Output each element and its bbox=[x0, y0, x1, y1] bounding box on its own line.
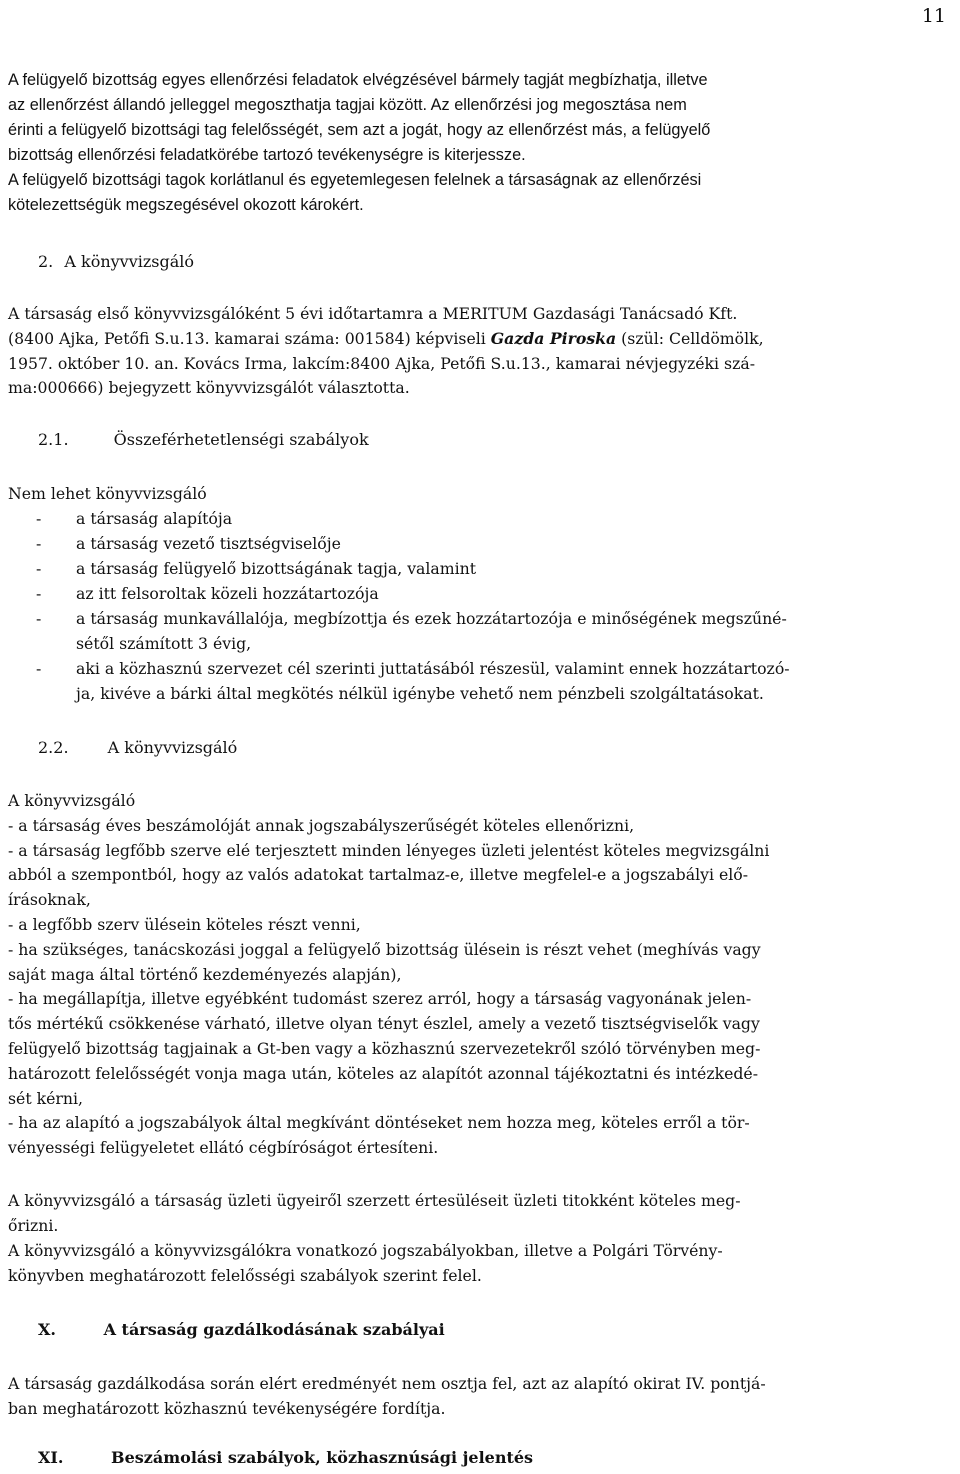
section-heading bbox=[38, 250, 194, 274]
paragraph-line: ban meghatározott közhasznú tevékenységére fordítja. bbox=[8, 1399, 446, 1418]
section-heading bbox=[38, 736, 237, 760]
paragraph-line: felügyelő bizottság tagjainak a Gt-ben vagy a közhasznú szervezetekről szóló törvényben meg- bbox=[8, 1039, 761, 1058]
paragraph-text: (szül: Celldömölk, bbox=[616, 329, 764, 348]
section-title: A könyvvizsgáló bbox=[64, 252, 195, 271]
chapter-number: XI. bbox=[38, 1448, 64, 1467]
paragraph-line: írásoknak, bbox=[8, 890, 91, 909]
section-heading bbox=[38, 428, 369, 452]
chapter-title: Beszámolási szabályok, közhasznúsági jelentés bbox=[111, 1448, 534, 1467]
paragraph-line: - a társaság legfőbb szerve elé terjesztett minden lényeges üzleti jelentést köteles megvizsgálni bbox=[8, 841, 770, 860]
paragraph-line: A könyvvizsgáló bbox=[8, 791, 136, 810]
paragraph-line: határozott felelősségét vonja maga után, köteles az alapítót azonnal tájékoztatni és intézkedé- bbox=[8, 1064, 759, 1083]
page-number: 11 bbox=[921, 5, 946, 27]
section-number: 2. bbox=[38, 252, 54, 271]
paragraph-line: - ha szükséges, tanácskozási joggal a felügyelő bizottság ülésein is részt vehet (meghívás vagy bbox=[8, 940, 761, 959]
section-title: A könyvvizsgáló bbox=[107, 738, 238, 757]
paragraph-text: (8400 Ajka, Petőfi S.u.13. kamarai száma: 001584) képviseli bbox=[8, 329, 491, 348]
paragraph-line: A felügyelő bizottsági tagok korlátlanul és egyetemlegesen felelnek a társaságnak az ellenőrzési bbox=[8, 171, 702, 189]
paragraph-line: tős mértékű csökkenése várható, illetve olyan tényt észlel, amely a vezető tisztségviselők vagy bbox=[8, 1014, 760, 1033]
paragraph-line: A társaság első könyvvizsgálóként 5 évi időtartamra a MERITUM Gazdasági Tanácsadó Kft. bbox=[8, 304, 738, 323]
paragraph-line bbox=[8, 327, 764, 351]
chapter-number: X. bbox=[38, 1320, 56, 1339]
paragraph-line: őrizni. bbox=[8, 1216, 59, 1235]
chapter-heading bbox=[38, 1318, 445, 1342]
paragraph-line: kötelezettségük megszegésével okozott károkért. bbox=[8, 196, 364, 214]
paragraph-line: érinti a felügyelő bizottsági tag felelősségét, sem azt a jogát, hogy az ellenőrzést más, a felügyelő bbox=[8, 121, 711, 139]
paragraph-line: - a társaság éves beszámolóját annak jogszabályszerűségét köteles ellenőrizni, bbox=[8, 816, 635, 835]
auditor-name: Gazda Piroska bbox=[490, 329, 617, 348]
paragraph-line: A felügyelő bizottság egyes ellenőrzési feladatok elvégzésével bármely tagját megbízhatja, illetve bbox=[8, 71, 708, 89]
section-number: 2.2. bbox=[38, 738, 69, 757]
paragraph-line: könyvben meghatározott felelősségi szabályok szerint felel. bbox=[8, 1266, 482, 1285]
paragraph-line: az ellenőrzést állandó jelleggel megoszthatja tagjai között. Az ellenőrzési jog megosztása nem bbox=[8, 96, 687, 114]
paragraph-line: A társaság gazdálkodása során elért eredményét nem osztja fel, azt az alapító okirat IV. pontjá- bbox=[8, 1374, 766, 1393]
paragraph-line: abból a szempontból, hogy az valós adatokat tartalmaz-e, illetve megfelel-e a jogszabályi elő- bbox=[8, 865, 748, 884]
paragraph-line: vényességi felügyeletet ellátó cégbíróságot értesíteni. bbox=[8, 1138, 439, 1157]
paragraph-line: 1957. október 10. an. Kovács Irma, lakcím:8400 Ajka, Petőfi S.u.13., kamarai névjegyzéki szá- bbox=[8, 354, 756, 373]
paragraph-line: A könyvvizsgáló a társaság üzleti ügyeiről szerzett értesüléseit üzleti titokként köteles meg- bbox=[8, 1191, 741, 1210]
paragraph-line: - ha az alapító a jogszabályok által megkívánt döntéseket nem hozza meg, köteles erről a tör- bbox=[8, 1113, 750, 1132]
paragraph-line: - a legfőbb szerv ülésein köteles részt venni, bbox=[8, 915, 361, 934]
paragraph-line: A könyvvizsgáló a könyvvizsgálókra vonatkozó jogszabályokban, illetve a Polgári Törvény- bbox=[8, 1241, 723, 1260]
section-title: Összeférhetetlenségi szabályok bbox=[113, 430, 369, 449]
chapter-heading bbox=[38, 1446, 533, 1470]
document-page: 11 A felügyelő bizottság egyes ellenőrzési feladatok elvégzésével bármely tagját megbízhatja, illetve az ellenőrzést állandó jelleggel megoszthatja tagjai között. Az ellenőrzési jog megosztása nem érinti a felügyelő bizottsági tag felelősségét, sem azt a jogát, hogy az ellenőrzést más, a felügyelő bizottság ellenőrzési feladatkörébe tartozó tevékenységre is kiterjessze. A felügyelő bizottsági tagok korlátlanul és egyetemlegesen felelnek a társaságnak az ellenőrzési kötelezettségük megszegésével okozott károkért. 2. A könyvvizsgáló A társaság első könyvvizsgálóként 5 évi időtartamra a MERITUM Gazdasági Tanácsadó Kft. (8400 Ajka, Petőfi S.u.13. kamarai száma: 001584) képviseli Gazda Piroska (szül: Celldömölk, 1957. október 10. an. Kovács Irma, lakcím:8400 Ajka, Petőfi S.u.13., kamarai névjegyzéki szá- ma:000666) bejegyzett könyvvizsgálót választotta. 2.1. Összeférhetetlenségi szabályok Nem lehet könyvvizsgáló - a társaság alapítója - a társaság vezető tisztségviselője - a társaság felügyelő bizottságának tagja, valamint - az itt felsoroltak közeli hozzátartozója - a társaság munkavállalója, megbízottja és ezek hozzátartozója e minőségének megszűné- sétől számított 3 évig, - aki a közhasznú szervezet cél szerinti juttatásából részesül, valamint ennek hozzátartozó- ja, kivéve a bárki által megkötés nélkül igénybe vehető nem pénzbeli szolgáltatásokat. 2.2. A könyvvizsgáló A könyvvizsgáló - a társaság éves beszámolóját annak jogszabályszerűségét köteles ellenőrizni, - a társaság legfőbb szerve elé terjesztett minden lényeges üzleti jelentést köteles megvizsgálni abból a szempontból, hogy az valós adatokat tartalmaz-e, illetve megfelel-e a jogszabályi elő- írásoknak, - a legfőbb szerv ülésein köteles részt venni, - ha szükséges, tanácskozási joggal a felügyelő bizottság ülésein is részt vehet (meghívás vagy saját maga által történő kezdeményezés alapján), - ha megállapítja, illetve egyébként tudomást szerez arról, hogy a társaság vagyonának jelen- tős mértékű csökkenése várható, illetve olyan tényt észlel, amely a vezető tisztségviselők vagy felügyelő bizottság tagjainak a Gt-ben vagy a közhasznú szervezetekről szóló törvényben meg- határozott felelősségét vonja maga után, köteles az alapítót azonnal tájékoztatni és intézkedé- sét kérni, - ha az alapító a jogszabályok által megkívánt döntéseket nem hozza meg, köteles erről a tör- vényességi felügyeletet ellátó cégbíróságot értesíteni. A könyvvizsgáló a társaság üzleti ügyeiről szerzett értesüléseit üzleti titokként köteles meg- őrizni. A könyvvizsgáló a könyvvizsgálókra vonatkozó jogszabályokban, illetve a Polgári Törvény- könyvben meghatározott felelősségi szabályok szerint felel. X. A társaság gazdálkodásának szabályai A társaság gazdálkodása során elért eredményét nem osztja fel, azt az alapító okirat IV. pontjá- ban meghatározott közhasznú tevékenységére fordítja. XI. Beszámolási szabályok, közhasznúsági jelentés bbox=[0, 0, 960, 1474]
paragraph-line: sét kérni, bbox=[8, 1089, 84, 1108]
paragraph-line: saját maga által történő kezdeményezés alapján), bbox=[8, 965, 402, 984]
paragraph-line: ma:000666) bejegyzett könyvvizsgálót választotta. bbox=[8, 378, 410, 397]
chapter-title: A társaság gazdálkodásának szabályai bbox=[103, 1320, 445, 1339]
paragraph-line: - ha megállapítja, illetve egyébként tudomást szerez arról, hogy a társaság vagyonának jelen- bbox=[8, 989, 752, 1008]
paragraph-line: bizottság ellenőrzési feladatkörébe tartozó tevékenységre is kiterjessze. bbox=[8, 146, 526, 164]
section-number: 2.1. bbox=[38, 430, 69, 449]
paragraph-line: Nem lehet könyvvizsgáló bbox=[8, 484, 207, 503]
